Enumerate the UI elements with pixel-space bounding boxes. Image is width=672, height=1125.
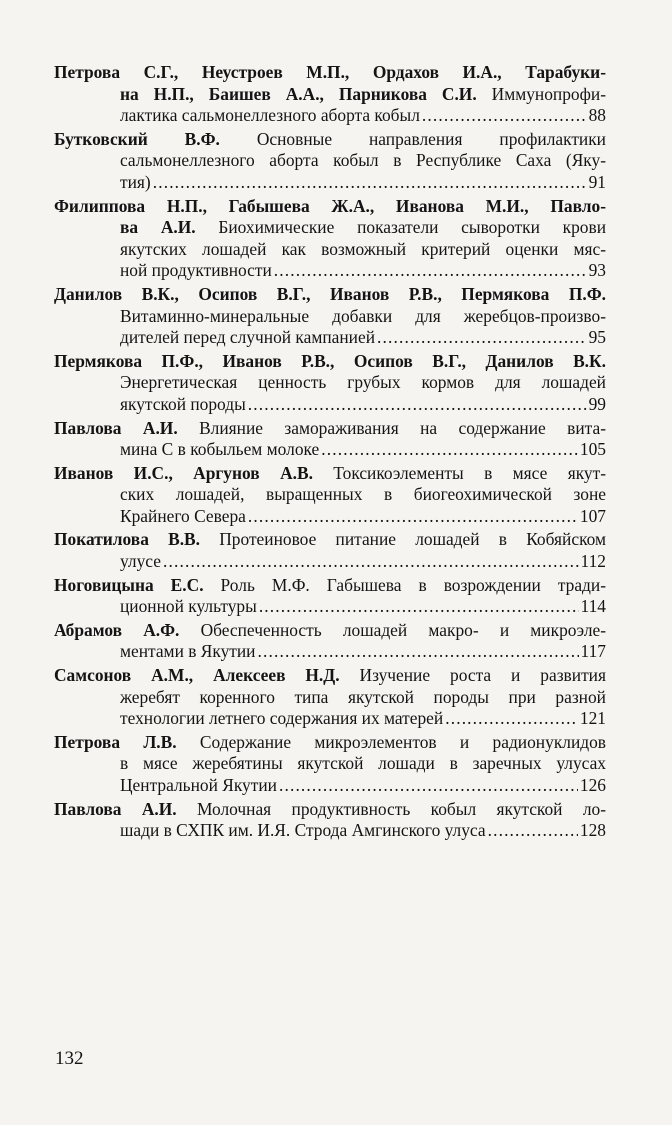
toc-entry-title: Биохимические показатели сыворотки крови	[195, 217, 606, 238]
toc-entry-title: Влияние замораживания на содержание вита-	[177, 417, 606, 438]
toc-entry-line	[54, 529, 606, 551]
toc-entry-title: якутской породы	[120, 393, 246, 414]
toc-entry-page: 126	[579, 775, 606, 795]
toc-entry-line	[54, 372, 606, 394]
toc-entry-page: 121	[579, 708, 606, 729]
toc-entry-page: 114	[580, 596, 606, 617]
toc-entry-authors: Павлова А.И.	[54, 798, 177, 819]
toc-entry-authors: на Н.П., Баишев А.А., Парникова С.И.	[120, 83, 477, 104]
toc-entry-page: 91	[588, 171, 606, 192]
toc-entry-page: 112	[580, 551, 606, 572]
toc-entry	[54, 62, 606, 127]
toc-entry-authors: Филиппова Н.П., Габышева Ж.А., Иванова М.И., Павло-	[54, 195, 606, 216]
toc-entry-title: Крайнего Севера	[120, 505, 246, 526]
toc-entry-authors: Петрова Л.В.	[54, 731, 177, 752]
toc-entry-line	[54, 439, 606, 461]
toc-entry-line	[54, 196, 606, 218]
toc-entry-line	[54, 306, 606, 328]
toc-entry	[54, 799, 606, 842]
toc-entry	[54, 529, 606, 572]
toc-entry-title: Протеиновое питание лошадей в Кобяйском	[200, 529, 606, 550]
toc-entry-authors: Иванов И.С., Аргунов А.В.	[54, 462, 313, 483]
toc-entry-title: Витаминно-минеральные добавки для жеребцов-произво-	[120, 305, 606, 326]
dot-leader	[258, 641, 579, 663]
toc-entry	[54, 665, 606, 730]
toc-entry-title: Основные направления профилактики	[219, 128, 606, 149]
toc-entry-line	[54, 105, 606, 127]
toc-entry-line	[54, 665, 606, 687]
dot-leader	[488, 820, 578, 842]
toc-entry-authors: ва А.И.	[120, 217, 196, 238]
toc-entry-title: Энергетическая ценность грубых кормов для лошадей	[120, 372, 606, 393]
toc-entry-title: тия)	[120, 171, 151, 192]
toc-entry-authors: Абрамов А.Ф.	[54, 619, 180, 640]
toc-entry-line	[54, 596, 606, 618]
toc-entry-title: жеребят коренного типа якутской породы при разной	[120, 686, 606, 707]
toc-entry-title: Центральной Якутии	[120, 775, 277, 795]
toc-entry	[54, 732, 606, 797]
dot-leader	[163, 551, 579, 573]
toc-entry-title: Обеспеченность лошадей макро- и микроэле-	[179, 619, 606, 640]
toc-entry-line	[54, 820, 606, 842]
toc-entry-line	[54, 394, 606, 416]
toc-entry-title: Изучение роста и развития	[339, 665, 606, 686]
dot-leader	[279, 775, 578, 797]
dot-leader	[377, 327, 587, 349]
toc-entry-authors: Самсонов А.М., Алексеев Н.Д.	[54, 665, 340, 686]
toc-entry-title: улусе	[120, 551, 161, 572]
toc-entry-title: ционной культуры	[120, 596, 257, 617]
toc-entry-authors: Петрова С.Г., Неустроев М.П., Ордахов И.А., Тарабуки-	[54, 62, 606, 82]
dot-leader	[422, 105, 587, 127]
toc-entry-line	[54, 351, 606, 373]
toc-entry-line	[54, 327, 606, 349]
toc-entry-authors: Ноговицына Е.С.	[54, 574, 204, 595]
toc-entry-page: 107	[579, 505, 606, 526]
toc-entry-line	[54, 260, 606, 282]
toc-entry-authors: Данилов В.К., Осипов В.Г., Иванов Р.В., Пермякова П.Ф.	[54, 283, 606, 304]
toc-entry-title: Роль М.Ф. Габышева в возрождении тради-	[203, 574, 606, 595]
toc-entry-authors: Пермякова П.Ф., Иванов Р.В., Осипов В.Г., Данилов В.К.	[54, 350, 606, 371]
toc-entry-page: 88	[588, 105, 606, 126]
toc-entry-line	[54, 172, 606, 194]
toc-entry-line	[54, 687, 606, 709]
toc-entry-line	[54, 799, 606, 821]
dot-leader	[248, 506, 578, 528]
dot-leader	[445, 708, 578, 730]
toc-entry-line	[54, 732, 606, 754]
toc-entry-page: 95	[588, 327, 606, 348]
toc-entry-line	[54, 708, 606, 730]
table-of-contents	[54, 62, 606, 844]
toc-entry-page: 93	[588, 260, 606, 281]
toc-entry-line	[54, 284, 606, 306]
toc-entry-line	[54, 506, 606, 528]
toc-entry-line	[54, 84, 606, 106]
toc-entry-title: шади в СХПК им. И.Я. Строда Амгинского улуса	[120, 820, 486, 841]
dot-leader	[248, 394, 587, 416]
toc-entry-page: 99	[588, 393, 606, 414]
toc-entry-line	[54, 418, 606, 440]
toc-entry	[54, 351, 606, 416]
page-number: 132	[55, 1048, 84, 1069]
toc-entry	[54, 129, 606, 194]
toc-entry-authors: Бутковский В.Ф.	[54, 128, 220, 149]
toc-entry	[54, 620, 606, 663]
toc-entry-title: Молочная продуктивность кобыл якутской ло-	[176, 798, 606, 819]
toc-entry-title: технологии летнего содержания их матерей	[120, 708, 444, 729]
dot-leader	[153, 172, 587, 194]
toc-entry-title: ских лошадей, выращенных в биогеохимической зоне	[120, 484, 606, 505]
toc-entry-title: сальмонеллезного аборта кобыл в Республике Саха (Яку-	[120, 150, 606, 171]
toc-entry	[54, 463, 606, 528]
toc-entry-line	[54, 775, 606, 797]
toc-entry-page: 105	[579, 439, 606, 460]
dot-leader	[259, 596, 579, 618]
toc-entry-line	[54, 484, 606, 506]
toc-entry-line	[54, 620, 606, 642]
toc-entry-line	[54, 575, 606, 597]
toc-entry-line	[54, 129, 606, 151]
toc-entry-line	[54, 150, 606, 172]
dot-leader	[321, 439, 578, 461]
toc-entry-authors: Покатилова В.В.	[54, 529, 201, 550]
toc-entry-title: мина С в кобыльем молоке	[120, 439, 320, 460]
toc-entry-line	[54, 62, 606, 84]
toc-entry-page: 128	[579, 820, 606, 841]
toc-entry-line	[54, 753, 606, 775]
toc-entry-title: ментами в Якутии	[120, 641, 256, 662]
toc-entry	[54, 575, 606, 618]
toc-entry	[54, 418, 606, 461]
toc-entry-line	[54, 239, 606, 261]
toc-entry-line	[54, 463, 606, 485]
toc-entry-title: ной продуктивности	[120, 260, 272, 281]
toc-entry-page: 117	[580, 641, 606, 662]
toc-entry-line	[54, 641, 606, 663]
toc-entry	[54, 196, 606, 282]
toc-entry-title: Токсикоэлементы в мясе якут-	[312, 462, 606, 483]
toc-entry-line	[54, 217, 606, 239]
toc-entry-line	[54, 551, 606, 573]
toc-entry-title: дителей перед случной кампанией	[120, 327, 376, 348]
toc-entry-title: в мясе жеребятины якутской лошади в заречных улусах	[120, 753, 606, 774]
toc-entry-authors: Павлова А.И.	[54, 417, 178, 438]
toc-entry	[54, 284, 606, 349]
dot-leader	[274, 260, 587, 282]
toc-entry-title: Иммунопрофи-	[476, 83, 606, 104]
toc-entry-title: якутских лошадей как возможный критерий оценки мяс-	[120, 238, 606, 259]
toc-entry-title: лактика сальмонеллезного аборта кобыл	[120, 105, 420, 126]
toc-entry-title: Содержание микроэлементов и радионуклидов	[176, 731, 606, 752]
